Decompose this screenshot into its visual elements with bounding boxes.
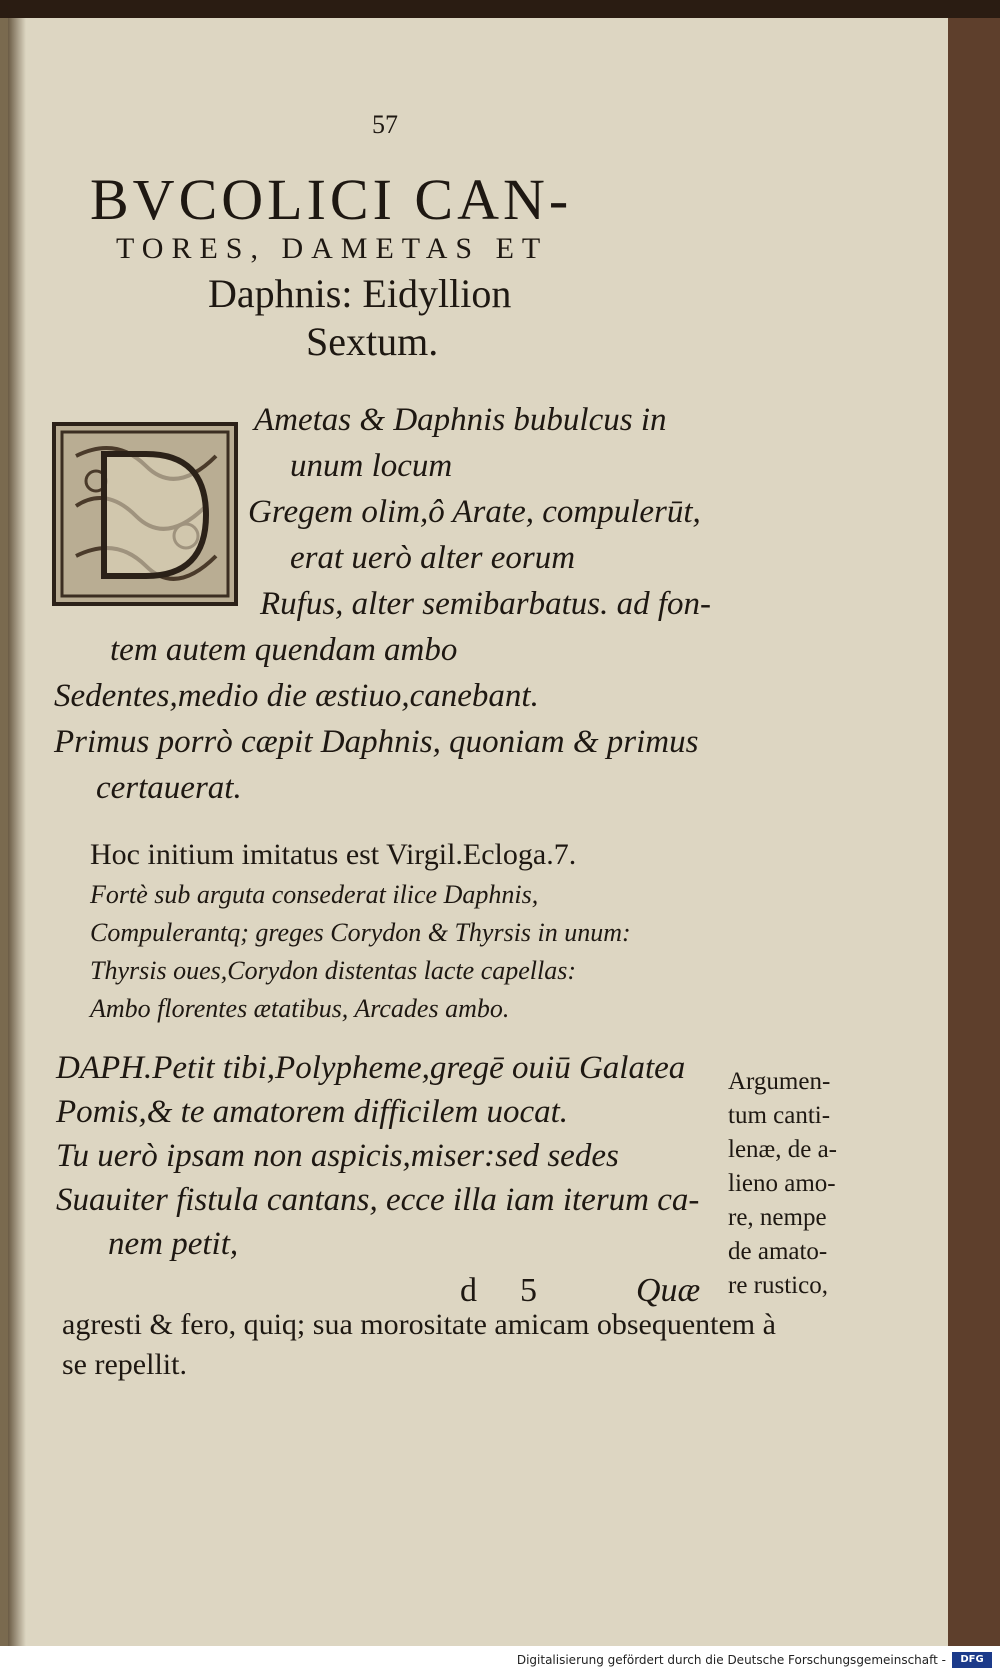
margin-note-line: tum canti- [728,1102,831,1129]
main-text-line: unum locum [290,448,453,484]
margin-note-continuation: se repellit. [62,1348,187,1381]
main-text-line: Gregem olim,ô Arate, compulerūt, [248,494,701,530]
verse-line: Tu uerò ipsam non aspicis,miser:sed sedes [56,1138,619,1174]
verse-line: Pomis,& te amatorem difficilem uocat. [56,1094,569,1130]
verse-line: Suauiter fistula cantans, ecce illa iam iterum ca- [56,1182,700,1218]
note-line: Fortè sub arguta consederat ilice Daphnis, [90,880,539,909]
title-line-4: Sextum. [306,319,439,364]
main-text-line: tem autem quendam ambo [110,632,458,668]
book-page [0,18,948,1646]
catchword: Quæ [636,1272,701,1309]
margin-note-line: lieno amo- [728,1170,836,1197]
page-gutter-shadow [8,18,26,1646]
page-number: 57 [372,110,398,139]
main-text-line: Ametas & Daphnis bubulcus in [254,402,667,438]
note-line: Thyrsis oues,Corydon distentas lacte capellas: [90,956,577,985]
margin-note-line: re, nempe [728,1204,827,1231]
signature-letter: d [460,1272,477,1309]
main-text-line: Rufus, alter semibarbatus. ad fon- [260,586,711,622]
footer-bar [0,1646,1000,1672]
margin-note-line: lenæ, de a- [728,1136,837,1163]
verse-line: nem petit, [108,1226,239,1262]
footer-credit: Digitalisierung gefördert durch die Deutsche Forschungsgemeinschaft - [516,1653,946,1667]
main-text-line: Sedentes,medio die æstiuo,canebant. [54,678,539,714]
margin-note-line: Argumen- [728,1068,831,1095]
note-heading: Hoc initium imitatus est Virgil.Ecloga.7. [90,838,577,871]
main-text-line: certauerat. [96,770,242,806]
title-line-3: Daphnis: Eidyllion [208,271,512,316]
margin-note-line: de amato- [728,1238,828,1265]
main-text-line: erat uerò alter eorum [290,540,576,576]
signature-number: 5 [520,1272,537,1309]
dfg-logo-icon: DFG [952,1652,992,1668]
margin-note-continuation: agresti & fero, quiq; sua morositate amicam obsequentem à [62,1308,776,1341]
note-line: Ambo florentes ætatibus, Arcades ambo. [90,994,510,1023]
title-line-2: TORES, DAMETAS ET [116,232,549,265]
decorated-initial-d [52,422,238,606]
margin-note-line: re rustico, [728,1272,828,1299]
title-line-1: BVCOLICI CAN- [90,167,573,232]
main-text-line: Primus porrò cæpit Daphnis, quoniam & primus [54,724,699,760]
ornament-icon [56,426,234,602]
book-binding-edge [948,18,1000,1646]
verse-line: DAPH.Petit tibi,Polypheme,gregē ouiū Galatea [56,1050,686,1086]
note-line: Compulerantq; greges Corydon & Thyrsis in unum: [90,918,631,947]
